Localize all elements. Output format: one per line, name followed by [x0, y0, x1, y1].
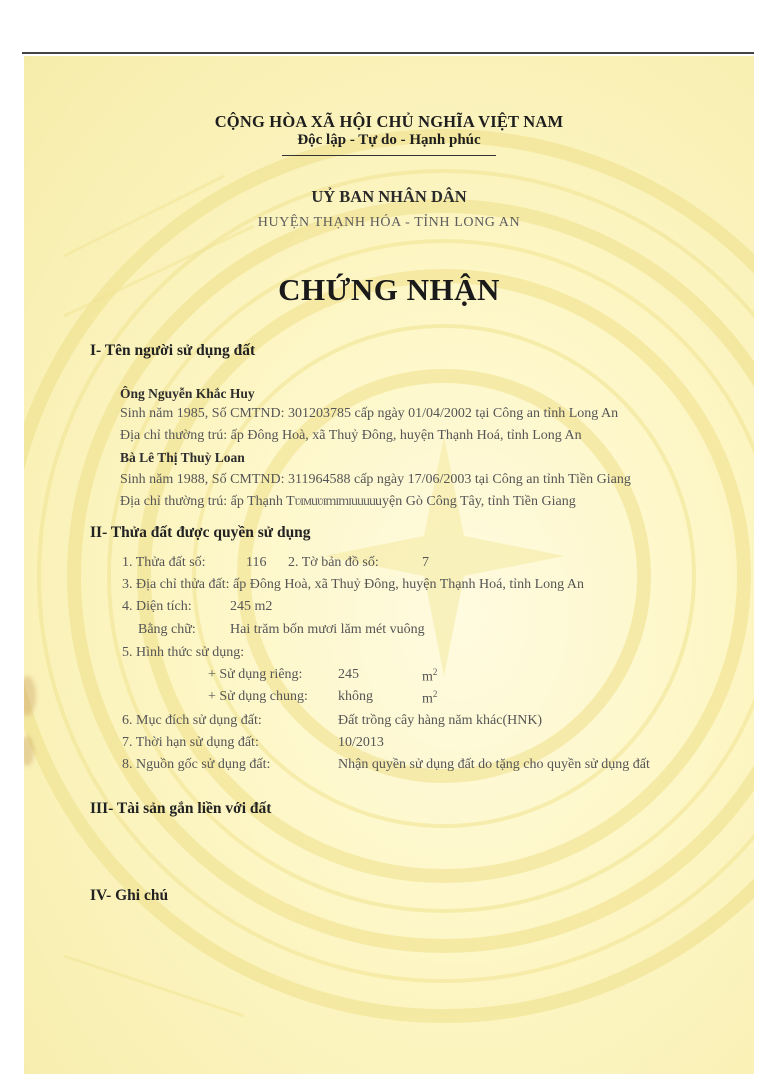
certificate-title: CHỨNG NHẬN — [278, 272, 500, 307]
common-use-unit — [422, 689, 437, 708]
private-use-value: 245 — [338, 667, 359, 682]
unit-m: m — [422, 669, 433, 685]
common-use-label: + Sử dụng chung: — [208, 689, 308, 704]
area-value: 245 m2 — [230, 599, 273, 614]
owner-1-address: Địa chỉ thường trú: ấp Đông Hoà, xã Thuỷ Đông, huyện Thạnh Hoá, tỉnh Long An — [120, 428, 582, 443]
origin-value: Nhận quyền sử dụng đất do tặng cho quyền sử dụng đất — [338, 757, 650, 772]
unit-m: m — [422, 691, 433, 707]
motto-underline — [282, 155, 496, 156]
purpose-value: Đất trồng cây hàng năm khác(HNK) — [338, 713, 543, 728]
private-use-unit — [422, 667, 437, 686]
term-label: 7. Thời hạn sử dụng đất: — [122, 735, 259, 750]
private-use-label: + Sử dụng riêng: — [208, 667, 303, 682]
motto: Độc lập - Tự do - Hạnh phúc — [297, 132, 481, 148]
nation-heading: CỘNG HÒA XÃ HỘI CHỦ NGHĨA VIỆT NAM — [214, 112, 564, 131]
owner-2-birth-id: Sinh năm 1988, Số CMTND: 311964588 cấp ngày 17/06/2003 tại Công an tỉnh Tiền Giang — [120, 472, 631, 487]
area-label: 4. Diện tích: — [122, 599, 192, 614]
term-value: 10/2013 — [338, 735, 384, 750]
top-edge-line — [22, 52, 754, 54]
unit-superscript: 2 — [432, 667, 438, 677]
origin-label: 8. Nguồn gốc sử dụng đất: — [122, 757, 271, 772]
parcel-number-label: 1. Thửa đất số: — [122, 555, 206, 570]
section-2-heading: II- Thửa đất được quyền sử dụng — [90, 524, 311, 541]
unit-superscript: 2 — [432, 689, 438, 699]
owner-2-address-end: uyện Gò Công Tây, tỉnh Tiền Giang — [375, 494, 576, 509]
map-sheet-number: 7 — [422, 555, 429, 570]
owner-2-address — [120, 494, 576, 510]
purpose-label: 6. Mục đích sử dụng đất: — [122, 713, 262, 728]
map-sheet-label: 2. Tờ bản đồ số: — [288, 555, 379, 570]
section-4-heading: IV- Ghi chú — [90, 887, 169, 904]
redacted-text: ʋɪмuʋɪmɪmɪuuuu — [294, 494, 376, 509]
owner-1-name: Ông Nguyễn Khắc Huy — [120, 386, 255, 401]
committee-heading: UỶ BAN NHÂN DÂN — [311, 187, 467, 206]
parcel-number: 116 — [246, 555, 267, 570]
district-heading: HUYỆN THẠNH HÓA - TỈNH LONG AN — [257, 215, 521, 230]
usage-form-label: 5. Hình thức sử dụng: — [122, 645, 245, 660]
section-1-heading: I- Tên người sử dụng đất — [90, 342, 256, 359]
parcel-address: 3. Địa chỉ thửa đất: ấp Đông Hoà, xã Thuỷ Đông, huyện Thạnh Hoá, tỉnh Long An — [122, 577, 584, 592]
owner-2-name: Bà Lê Thị Thuỳ Loan — [120, 450, 245, 465]
owner-1-birth-id: Sinh năm 1985, Số CMTND: 301203785 cấp ngày 01/04/2002 tại Công an tỉnh Long An — [120, 406, 619, 421]
owner-2-address-start: Địa chỉ thường trú: ấp Thạnh T — [120, 494, 295, 509]
certificate-page — [24, 56, 754, 1074]
section-3-heading: III- Tài sản gắn liền với đất — [90, 800, 272, 817]
common-use-value: không — [338, 689, 373, 704]
area-words: Hai trăm bốn mươi lăm mét vuông — [230, 622, 425, 637]
area-words-label: Bằng chữ: — [138, 622, 196, 637]
